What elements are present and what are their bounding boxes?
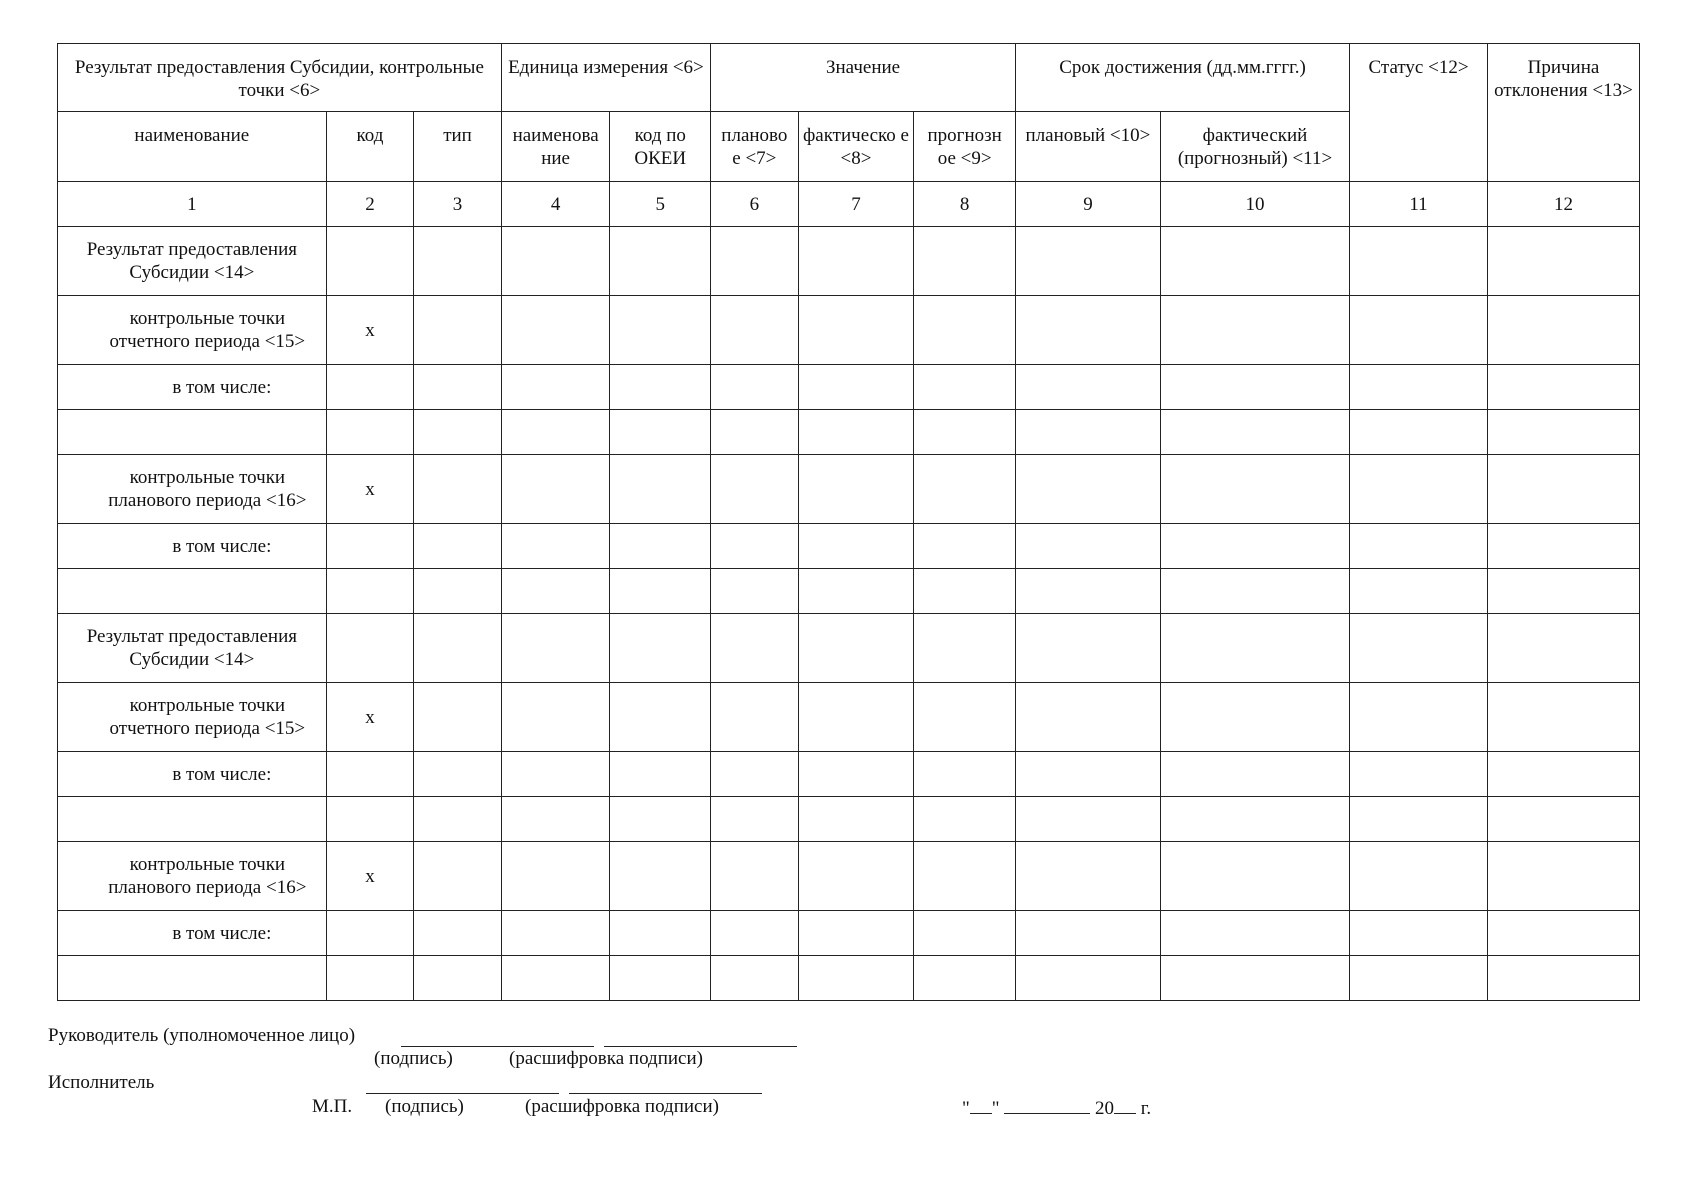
table-body [58,227,1640,1001]
row-cell-col-8[interactable] [914,296,1016,365]
row-cell-col-4[interactable] [501,410,610,455]
head-label: Руководитель (уполномоченное лицо) [48,1025,356,1046]
row-cell-col-9[interactable] [1016,911,1161,956]
row-cell-col-9[interactable] [1016,296,1161,365]
row-cell-col-5[interactable] [610,365,711,410]
row-cell-col-12[interactable] [1487,842,1639,911]
row-cell-col-11[interactable] [1350,455,1488,524]
table-row [58,569,1640,614]
row-cell-col-6[interactable] [711,683,799,752]
row-cell-col-7[interactable] [798,614,914,683]
row-cell-col-7[interactable] [798,227,914,296]
row-cell-col-7[interactable] [798,569,914,614]
table-row [58,683,1640,752]
header-actual-deadline: фактический (прогнозный) <11> [1160,112,1349,182]
row-cell-col-4[interactable] [501,455,610,524]
header-unit-group: Единица измерения <6> [501,44,710,112]
row-code-cell[interactable] [326,410,414,455]
row-cell-col-10[interactable] [1160,956,1349,1001]
executor-decryption-line[interactable] [569,1093,762,1094]
column-number: 2 [326,182,414,227]
row-name-cell: Результат предоставления Субсидии <14> [58,614,327,683]
row-cell-col-6[interactable] [711,296,799,365]
row-name-cell: контрольные точки отчетного периода <15> [58,683,327,752]
row-code-cell[interactable]: x [326,842,414,911]
row-cell-col-5[interactable] [610,569,711,614]
row-code-cell[interactable] [326,752,414,797]
row-cell-col-9[interactable] [1016,455,1161,524]
header-name: наименование [58,112,327,182]
row-cell-col-3[interactable] [414,227,502,296]
row-cell-col-10[interactable] [1160,410,1349,455]
row-cell-col-5[interactable] [610,842,711,911]
row-cell-col-3[interactable] [414,911,502,956]
row-cell-col-8[interactable] [914,797,1016,842]
row-cell-col-4[interactable] [501,614,610,683]
header-forecast-value: прогнозн ое <9> [914,112,1016,182]
column-number: 3 [414,182,502,227]
row-code-cell[interactable] [326,911,414,956]
row-cell-col-12[interactable] [1487,911,1639,956]
row-cell-col-5[interactable] [610,455,711,524]
row-cell-col-11[interactable] [1350,614,1488,683]
row-cell-col-4[interactable] [501,227,610,296]
column-number: 12 [1487,182,1639,227]
row-cell-col-11[interactable] [1350,752,1488,797]
row-name-cell: в том числе: [58,524,327,569]
row-cell-col-4[interactable] [501,956,610,1001]
header-status: Статус <12> [1350,44,1488,182]
row-cell-col-8[interactable] [914,524,1016,569]
row-name-cell [58,797,327,842]
row-code-cell[interactable]: x [326,296,414,365]
head-decryption-caption: (расшифровка подписи) [509,1048,703,1069]
row-code-cell[interactable] [326,614,414,683]
row-cell-col-10[interactable] [1160,455,1349,524]
date-month-blank[interactable] [1004,1095,1090,1114]
executor-decryption-caption: (расшифровка подписи) [525,1096,719,1117]
date-year-suffix: г. [1140,1098,1152,1119]
row-cell-col-8[interactable] [914,614,1016,683]
row-cell-col-4[interactable] [501,842,610,911]
date-day-blank[interactable] [970,1095,992,1114]
row-cell-col-5[interactable] [610,614,711,683]
row-cell-col-8[interactable] [914,683,1016,752]
table-row [58,911,1640,956]
row-code-cell[interactable]: x [326,683,414,752]
row-cell-col-7[interactable] [798,410,914,455]
header-unit-name: наименова ние [501,112,610,182]
row-cell-col-10[interactable] [1160,227,1349,296]
table-row [58,797,1640,842]
date-quote-open: " [962,1098,970,1119]
row-code-cell[interactable] [326,365,414,410]
row-name-cell: Результат предоставления Субсидии <14> [58,227,327,296]
row-cell-col-3[interactable] [414,956,502,1001]
row-cell-col-8[interactable] [914,752,1016,797]
row-cell-col-11[interactable] [1350,683,1488,752]
row-cell-col-11[interactable] [1350,524,1488,569]
row-name-cell: контрольные точки планового периода <16> [58,842,327,911]
row-cell-col-10[interactable] [1160,911,1349,956]
row-cell-col-8[interactable] [914,410,1016,455]
row-name-cell: в том числе: [58,365,327,410]
row-cell-col-5[interactable] [610,227,711,296]
row-name-cell: контрольные точки планового периода <16> [58,455,327,524]
row-cell-col-11[interactable] [1350,569,1488,614]
row-cell-col-3[interactable] [414,524,502,569]
row-name-cell: в том числе: [58,911,327,956]
row-cell-col-7[interactable] [798,956,914,1001]
row-cell-col-9[interactable] [1016,410,1161,455]
row-cell-col-3[interactable] [414,842,502,911]
header-code: код [326,112,414,182]
executor-signature-line[interactable] [366,1093,559,1094]
column-number: 10 [1160,182,1349,227]
row-cell-col-9[interactable] [1016,842,1161,911]
row-cell-col-10[interactable] [1160,683,1349,752]
row-cell-col-10[interactable] [1160,842,1349,911]
row-cell-col-9[interactable] [1016,569,1161,614]
row-cell-col-6[interactable] [711,227,799,296]
row-cell-col-3[interactable] [414,296,502,365]
header-deviation-reason: Причина отклонения <13> [1487,44,1639,182]
row-cell-col-8[interactable] [914,569,1016,614]
row-cell-col-8[interactable] [914,227,1016,296]
subsidy-results-table [57,43,1640,1001]
column-number: 5 [610,182,711,227]
row-cell-col-6[interactable] [711,455,799,524]
row-cell-col-4[interactable] [501,911,610,956]
row-cell-col-3[interactable] [414,569,502,614]
row-cell-col-6[interactable] [711,956,799,1001]
row-cell-col-3[interactable] [414,455,502,524]
row-cell-col-3[interactable] [414,683,502,752]
row-cell-col-12[interactable] [1487,524,1639,569]
row-cell-col-7[interactable] [798,365,914,410]
table-row [58,524,1640,569]
row-cell-col-7[interactable] [798,752,914,797]
row-cell-col-5[interactable] [610,797,711,842]
row-cell-col-12[interactable] [1487,614,1639,683]
row-cell-col-5[interactable] [610,683,711,752]
row-cell-col-4[interactable] [501,365,610,410]
row-cell-col-12[interactable] [1487,752,1639,797]
table-row [58,752,1640,797]
row-cell-col-10[interactable] [1160,365,1349,410]
row-cell-col-10[interactable] [1160,797,1349,842]
row-name-cell: в том числе: [58,752,327,797]
row-cell-col-11[interactable] [1350,410,1488,455]
row-cell-col-4[interactable] [501,524,610,569]
row-cell-col-10[interactable] [1160,614,1349,683]
row-cell-col-6[interactable] [711,524,799,569]
row-name-cell [58,410,327,455]
table-row [58,614,1640,683]
row-cell-col-7[interactable] [798,296,914,365]
row-cell-col-12[interactable] [1487,683,1639,752]
row-name-cell: контрольные точки отчетного периода <15> [58,296,327,365]
table-row [58,410,1640,455]
row-name-cell [58,956,327,1001]
stamp-label: М.П. [312,1096,353,1117]
row-cell-col-7[interactable] [798,797,914,842]
row-cell-col-8[interactable] [914,911,1016,956]
row-code-cell[interactable] [326,956,414,1001]
row-cell-col-11[interactable] [1350,797,1488,842]
row-cell-col-10[interactable] [1160,569,1349,614]
row-cell-col-6[interactable] [711,365,799,410]
row-code-cell[interactable] [326,569,414,614]
table-row [58,296,1640,365]
column-number: 7 [798,182,914,227]
column-number: 4 [501,182,610,227]
row-cell-col-6[interactable] [711,614,799,683]
row-cell-col-5[interactable] [610,911,711,956]
row-cell-col-5[interactable] [610,524,711,569]
table-row [58,365,1640,410]
row-cell-col-9[interactable] [1016,614,1161,683]
row-name-cell [58,569,327,614]
row-cell-col-7[interactable] [798,683,914,752]
row-cell-col-7[interactable] [798,455,914,524]
row-cell-col-3[interactable] [414,365,502,410]
column-number: 6 [711,182,799,227]
executor-signature-caption: (подпись) [385,1096,464,1117]
row-cell-col-12[interactable] [1487,296,1639,365]
date-year-blank[interactable] [1114,1095,1136,1114]
row-cell-col-6[interactable] [711,842,799,911]
row-cell-col-5[interactable] [610,296,711,365]
row-cell-col-6[interactable] [711,410,799,455]
row-cell-col-8[interactable] [914,455,1016,524]
row-cell-col-4[interactable] [501,569,610,614]
header-deadline-group: Срок достижения (дд.мм.гггг.) [1016,44,1350,112]
row-cell-col-8[interactable] [914,365,1016,410]
row-cell-col-5[interactable] [610,956,711,1001]
table-row [58,455,1640,524]
column-number-row [58,182,1640,227]
row-cell-col-9[interactable] [1016,797,1161,842]
row-cell-col-12[interactable] [1487,227,1639,296]
row-cell-col-3[interactable] [414,410,502,455]
date-quote-close: " [991,1098,1000,1119]
row-cell-col-3[interactable] [414,797,502,842]
row-cell-col-7[interactable] [798,524,914,569]
row-cell-col-10[interactable] [1160,524,1349,569]
row-cell-col-4[interactable] [501,683,610,752]
table-row [58,956,1640,1001]
row-cell-col-4[interactable] [501,296,610,365]
row-code-cell[interactable] [326,797,414,842]
header-okei-code: код по ОКЕИ [610,112,711,182]
row-cell-col-12[interactable] [1487,956,1639,1001]
row-cell-col-11[interactable] [1350,227,1488,296]
head-signature-caption: (подпись) [374,1048,453,1069]
row-cell-col-5[interactable] [610,752,711,797]
header-planned-deadline: плановый <10> [1016,112,1161,182]
row-cell-col-7[interactable] [798,842,914,911]
row-cell-col-6[interactable] [711,569,799,614]
row-cell-col-4[interactable] [501,797,610,842]
row-cell-col-12[interactable] [1487,797,1639,842]
row-cell-col-12[interactable] [1487,410,1639,455]
table-row [58,842,1640,911]
row-code-cell[interactable]: x [326,455,414,524]
row-cell-col-10[interactable] [1160,752,1349,797]
header-value-group: Значение [711,44,1016,112]
row-code-cell[interactable] [326,524,414,569]
header-actual-value: фактическо е <8> [798,112,914,182]
row-cell-col-11[interactable] [1350,296,1488,365]
row-cell-col-9[interactable] [1016,227,1161,296]
row-cell-col-6[interactable] [711,752,799,797]
column-number: 11 [1350,182,1488,227]
row-cell-col-9[interactable] [1016,683,1161,752]
row-cell-col-7[interactable] [798,911,914,956]
row-cell-col-5[interactable] [610,410,711,455]
header-type: тип [414,112,502,182]
column-number: 8 [914,182,1016,227]
column-number: 9 [1016,182,1161,227]
row-cell-col-11[interactable] [1350,365,1488,410]
row-cell-col-8[interactable] [914,842,1016,911]
row-code-cell[interactable] [326,227,414,296]
date-field[interactable] [962,1095,1151,1120]
row-cell-col-9[interactable] [1016,365,1161,410]
row-cell-col-12[interactable] [1487,365,1639,410]
row-cell-col-12[interactable] [1487,455,1639,524]
row-cell-col-12[interactable] [1487,569,1639,614]
row-cell-col-9[interactable] [1016,956,1161,1001]
table-row [58,227,1640,296]
row-cell-col-11[interactable] [1350,842,1488,911]
row-cell-col-11[interactable] [1350,911,1488,956]
column-number: 1 [58,182,327,227]
row-cell-col-11[interactable] [1350,956,1488,1001]
row-cell-col-6[interactable] [711,911,799,956]
row-cell-col-4[interactable] [501,752,610,797]
date-year-prefix: 20 [1095,1098,1115,1119]
executor-label: Исполнитель [48,1072,155,1093]
header-result-group: Результат предоставления Субсидии, контрольные точки <6> [58,44,502,112]
row-cell-col-6[interactable] [711,797,799,842]
row-cell-col-8[interactable] [914,956,1016,1001]
row-cell-col-9[interactable] [1016,752,1161,797]
row-cell-col-3[interactable] [414,614,502,683]
row-cell-col-10[interactable] [1160,296,1349,365]
row-cell-col-9[interactable] [1016,524,1161,569]
header-planned-value: планово е <7> [711,112,799,182]
row-cell-col-3[interactable] [414,752,502,797]
